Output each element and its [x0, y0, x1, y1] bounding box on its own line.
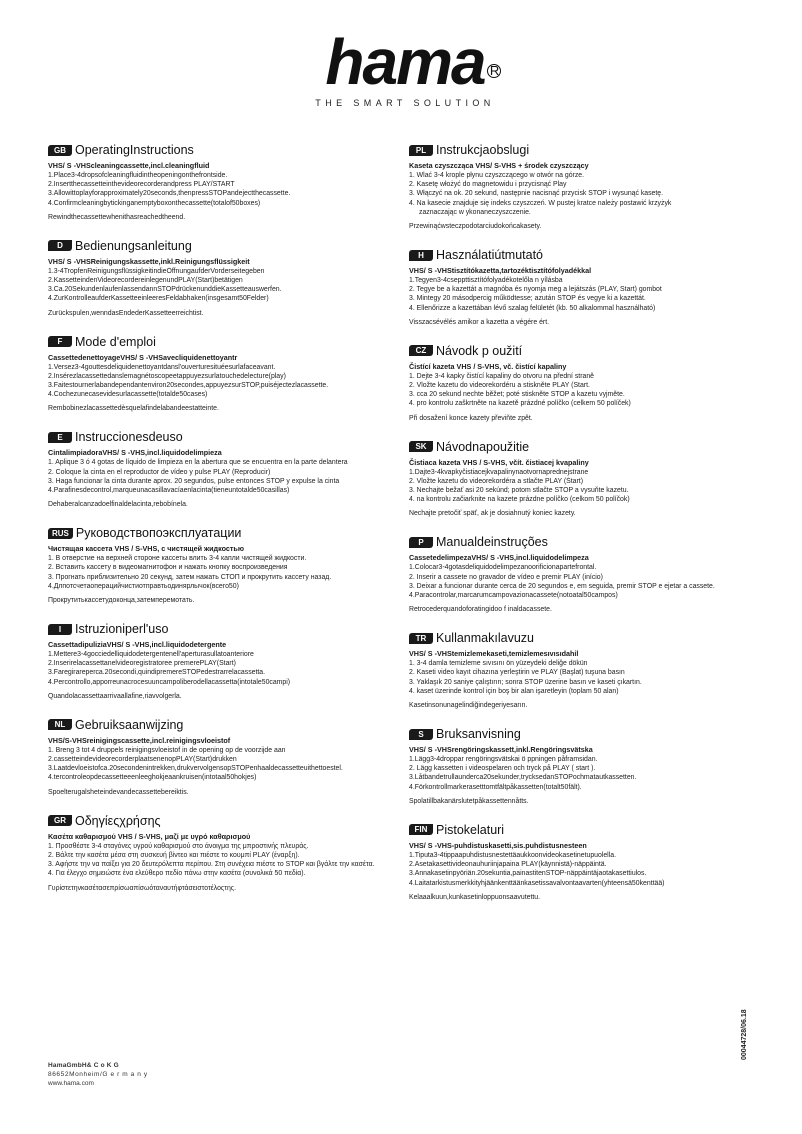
instruction-step: 2.Inserirelacassettanelvideoregistratoree premerePLAY(Start) [48, 660, 236, 668]
section-title: Návodk p oužití [436, 343, 523, 358]
footer-website: www.hama.com [48, 1080, 94, 1087]
instruction-steps [409, 851, 759, 888]
section-title: Bedienungsanleitung [75, 238, 192, 253]
instruction-steps [409, 276, 759, 313]
instruction-step: 2. Tegye be a kazettát a magnóba és nyomja meg a lejátszás (PLAY, Start) gombot [409, 286, 662, 294]
instruction-step: 1.Tiputa3-4tippaapuhdistusnestettäaukkoonvideokasetinetupuolella. [409, 851, 616, 859]
instruction-steps [409, 755, 759, 792]
language-badge: D [48, 240, 72, 251]
instruction-step: 2. Coloque la cinta en el reproductor de vídeo y pulse PLAY (Reproducir) [48, 468, 271, 476]
logo-tagline: THE SMART SOLUTION [315, 98, 495, 108]
section-title: Οδηγίεςχρήσης [75, 813, 161, 828]
instruction-step: 3.Låtbandetrullaunderca20sekunder,trycksedanSTOPochmatautkassetten. [409, 774, 637, 782]
instruction-step: 2. Βάλτε την κασέτα μέσα στη συσκευή βίντεο και πιέστε το κουμπί PLAY (έναρξη). [48, 851, 300, 859]
section-subtitle: CassetedelimpezaVHS/ S -VHS,incl.liquidodelimpeza [409, 553, 589, 563]
instruction-step: 4. pro kontrolu zaškrtněte na kazetě prázdné políčko (celkem 50 políček) [409, 400, 631, 408]
instruction-steps [48, 363, 398, 400]
section-note: Zurückspulen,wenndasEndederKassetteerreichtist. [48, 309, 204, 317]
instruction-step: 3.Laatdevloeistofca.20secondenintrekken,drukvervolgensopSTOPenhaaldecassetteuithettoestel. [48, 765, 343, 773]
logo-wordmark: hama R [325, 30, 484, 94]
language-badge: I [48, 624, 72, 635]
section-note: Dehaberalcanzadoelfinaldelacinta,rebobínela. [48, 501, 188, 509]
section-heading [409, 726, 759, 742]
section-title: Gebruiksaanwijzing [75, 717, 184, 732]
language-section [48, 813, 398, 893]
instruction-step: 1. Wlać 3-4 krople płynu czyszczącego w otwór na górze. [409, 172, 585, 179]
section-heading [48, 429, 398, 445]
instruction-step: zaznaczając w ykonaneczyszczenie. [419, 208, 531, 216]
section-subtitle: VHS/ S -VHSrengöringskassett,inkl.Rengöringsvätska [409, 745, 593, 755]
section-title: Bruksanvisning [436, 727, 521, 742]
instruction-step: 2. Vložte kazetu do videorekordéru a stiskněte PLAY (Start. [409, 382, 590, 390]
language-badge: CZ [409, 345, 433, 356]
section-subtitle: VHS/ S -VHS-puhdistuskasetti,sis.puhdistusnesteen [409, 840, 587, 850]
instruction-steps [48, 458, 398, 495]
language-section [409, 343, 759, 423]
instruction-step: 1. Breng 3 tot 4 druppels reinigingsvloeistof in de opening op de voorzijde aan [48, 746, 286, 754]
instruction-step: 4.Parafinesdecontrol,marqueunacasillavacíaenlacinta(tieneuntotalde50casillas) [48, 487, 290, 495]
language-section [48, 621, 398, 701]
language-badge: TR [409, 633, 433, 644]
language-section [48, 334, 398, 414]
section-subtitle: Kaseta czyszcząca VHS/ S-VHS + środek czyszczący [409, 161, 589, 170]
section-note: Visszacsévélés amikor a kazetta a végére ért. [409, 318, 550, 326]
section-heading [409, 142, 759, 158]
section-title: Mode d'emploi [75, 334, 156, 349]
document-number: 00044728/06.18 [741, 1009, 748, 1060]
section-subtitle: VHS/ S -VHStemizlemekaseti,temizlemesıvısıdahil [409, 649, 579, 659]
language-section [409, 726, 759, 806]
section-subtitle: Κασέτα καθαρισμού VHS / S-VHS, μαζί με υγρό καθαρισμού [48, 831, 251, 841]
language-badge: F [48, 336, 72, 347]
section-title: Manualdeinstruções [436, 535, 548, 550]
instruction-step: 1.Mettere3-4gocciedelliquidodetergentenell'aperturasullatoanteriore [48, 651, 254, 659]
section-heading [48, 334, 398, 350]
section-note: Quandolacassettaarrivaallafine,riavvolgerla. [48, 692, 182, 700]
section-heading [48, 525, 398, 541]
instruction-steps [48, 171, 398, 208]
instruction-step: 3.Annakasetinpyöriän.20sekuntia,painastitenSTOP-näppäintäjaotakasettiulos. [409, 870, 647, 878]
section-subtitle: Чистящая кассета VHS / S-VHS, с чистящей жидкостью [48, 544, 244, 554]
instruction-step: 4.ZurKontrolleaufderKassetteeinleeresFeldabhaken(insgesamt50Felder) [48, 295, 269, 303]
instruction-step: 2. Inserir a cassete no gravador de vídeo e premir PLAY (início) [409, 573, 603, 581]
section-subtitle: CintalimpiadoraVHS/ S -VHS,incl.liquidodelimpieza [48, 448, 222, 458]
instruction-steps [409, 372, 759, 409]
instruction-step: 1. Προσθέστε 3-4 σταγόνες υγρού καθαρισμού στο άνοιγμα της μπροστινής πλευράς. [48, 842, 309, 850]
language-badge: NL [48, 719, 72, 730]
section-note: Při dosažení konce kazety převiňte zpět. [409, 414, 533, 422]
section-heading [48, 142, 398, 158]
section-heading [409, 343, 759, 359]
language-badge: RUS [48, 528, 73, 539]
section-note: Spolatillbakanärslutetpåkassettennåtts. [409, 797, 529, 805]
instruction-steps [409, 171, 759, 217]
language-section [48, 142, 398, 222]
instruction-step: 4. Na kasecie znajduje się indeks czyszczeń. W pustej kratce należy postawić krzyżyk [409, 199, 672, 207]
instruction-step: 2. Kaseti video kayıt cihazına yerleştirin ve PLAY (Başlat) tuşuna basın [409, 669, 625, 677]
language-badge: GB [48, 145, 72, 156]
section-note: Прокрутитькассетудоконца,затемперемотать. [48, 597, 195, 605]
section-subtitle: Čistící kazeta VHS / S-VHS, vč. čistící kapaliny [409, 361, 567, 371]
section-title: Kullanmakılavuzu [436, 631, 534, 646]
language-badge: PL [409, 145, 433, 156]
language-badge: P [409, 537, 433, 548]
instruction-step: 1. Aplique 3 ó 4 gotas de líquido de limpieza en la abertura que se encuentra en la parte delantera [48, 459, 348, 467]
section-subtitle: CassettadipuliziaVHS/ S -VHS,incl.liquidodetergente [48, 640, 227, 650]
instruction-step: 2.KassetteindenVideorecordereinlegenundPLAY(Start)betätigen [48, 277, 243, 285]
section-title: Pistokelaturi [436, 822, 505, 837]
section-subtitle: Čistiaca kazeta VHS / S-VHS, včít. čistiacej kvapaliny [409, 457, 589, 467]
instruction-step: 2. Lägg kassetten i videospelaren och tryck på PLAY ( start ). [409, 765, 596, 773]
instruction-step: 1.3-4TropfenReinigungsflüssigkeitindieÖffnungaufderVorderseitegeben [48, 267, 265, 275]
instruction-step: 3.Faitestournerlabandependantenviron20secondes,appuyezsurSTOP,puiséjectezlacassette. [48, 382, 329, 390]
section-note: Rembobinezlacassettedèsquelafindelabandeestatteinte. [48, 405, 219, 413]
instruction-step: 3. Yaklaşık 20 saniye çalıştırın; sonra STOP üzerine basın ve kaseti çıkartın. [409, 678, 642, 686]
language-badge: S [409, 729, 433, 740]
instruction-step: 2.Asetakasettivideonauhuriinjapaina PLAY(käynnistä)-näppäintä. [409, 861, 607, 869]
section-note: Γυρίστετηνκασέτασεπρίσωαπίσωόταναυτήφτάσειστοτέλοςτης. [48, 884, 237, 892]
instruction-steps [48, 650, 398, 687]
instruction-step: 3. cca 20 sekund nechte běžet; poté stiskněte STOP a kazetu vyjměte. [409, 391, 625, 399]
language-section [48, 525, 398, 605]
section-note: Nechajte pretočiť späť, ak je dosiahnutý koniec kazety. [409, 510, 576, 518]
section-heading [409, 439, 759, 455]
section-heading [48, 238, 398, 254]
language-badge: SK [409, 441, 433, 452]
section-heading [409, 822, 759, 838]
instruction-step: 2. Vložte kazetu do videorekordéra a stlačte PLAY (Štart) [409, 477, 584, 485]
language-section [409, 822, 759, 902]
instruction-step: 1.Dajte3-4kvapkyčistiacejkvapalinynaotvornaprednejstrane [409, 468, 589, 476]
instruction-step: 3. Mintegy 20 másodpercig működtesse; azután STOP és vegye ki a kazettát. [409, 295, 646, 303]
language-section [48, 429, 398, 509]
instruction-step: 4.Cochezunecasevidesurlacassette(totalde50cases) [48, 391, 208, 399]
instruction-step: 1.Tegyen3-4cseppttisztítófolyadékotelőla n yílásba [409, 277, 563, 285]
language-section [409, 247, 759, 327]
section-heading [409, 247, 759, 263]
instruction-step: 3. Deixar a funcionar durante cerca de 20 segundos e, em seguida, premir STOP e ejetar a cassete. [409, 582, 715, 590]
instruction-step: 1. В отверстие на верхней стороне кассеты влить 3-4 капли чистящей жидкости. [48, 555, 307, 563]
section-note: Kelaaalkuun,kunkasetinloppuonsaavutettu. [409, 893, 541, 901]
section-note: Kasetinsonunagelindiğindegeriyesarın. [409, 702, 528, 710]
instruction-step: 3. Włączyć na ok. 20 sekund, następnie nacisnąć przycisk STOP i wysunąć kasetę. [409, 190, 664, 198]
instruction-step: 4. kaset üzerinde kontrol için boş bir alan işaretleyin (toplam 50 alan) [409, 687, 619, 695]
section-heading [48, 621, 398, 637]
instruction-steps [409, 468, 759, 505]
instruction-steps [48, 554, 398, 591]
section-subtitle: VHS/ S -VHScleaningcassette,incl.cleaningfluid [48, 161, 210, 170]
section-title: Instrukcjaobslugi [436, 143, 530, 157]
section-subtitle: VHS/ S -VHSReinigungskassette,inkl.Reinigungsflüssigkeit [48, 256, 250, 266]
section-title: Istruzioniperl'uso [75, 622, 169, 637]
language-badge: H [409, 250, 433, 261]
language-section [48, 717, 398, 797]
instruction-step: 1. Dejte 3-4 kapky čistící kapaliny do otvoru na přední straně [409, 372, 594, 380]
instruction-step: 4.Confirmcleaningbytickinganemptyboxonthecassette(totalof50boxes) [48, 199, 261, 207]
instruction-step: 4.Paracontrolar,marcarumcampovazionacassete(notoatal50campos) [409, 592, 618, 600]
section-title: Instruccionesdeuso [75, 430, 183, 445]
section-note: Rewindthecassettewhenithasreachedtheend. [48, 213, 186, 221]
instruction-step: 1.Lägg3-4droppar rengöringsvätskai ö ppningen påframsidan. [409, 756, 598, 764]
instruction-step: 2.Insérezlacassettedanslemagnétoscopeetappuyezsurlatouchedelecture(play) [48, 372, 286, 380]
instruction-steps [409, 563, 759, 600]
section-title: Használatiútmutató [436, 248, 544, 263]
left-column [48, 142, 398, 909]
section-note: Przewinąćwsteczpodotarciudokońcakasety. [409, 223, 542, 231]
language-badge: GR [48, 815, 72, 826]
section-heading [409, 630, 759, 646]
footer-address [48, 1061, 148, 1088]
instruction-step: 1. 3-4 damla temizleme sıvısını ön yüzeydeki deliğe dökün [409, 660, 588, 668]
section-heading [48, 813, 398, 829]
instruction-steps [48, 842, 398, 879]
instruction-step: 4.Förkontrollmarkerasetttomtfältpåkassetten(totalt50fält). [409, 783, 582, 791]
instruction-step: 3. Haga funcionar la cinta durante aprox. 20 segundos, pulse entonces STOP y expulse la cinta [48, 477, 340, 485]
instruction-step: 4. na kontrolu začiarknite na kazete prázdne políčko (celkom 50 políčok) [409, 496, 630, 504]
instruction-steps [409, 659, 759, 696]
instruction-step: 4. Για έλεγχο σημειώστε ένα ελεύθερο πεδίο πάνω στην κασέτα (συνολικά 50 πεδία). [48, 870, 306, 878]
instruction-step: 2. Kasetę włożyć do magnetowidu i przycisnąć Play [409, 181, 567, 189]
language-section [48, 238, 398, 318]
instruction-step: 2. Вставить кассету в видеомагнитофон и нажать кнопку воспроизведения [48, 564, 288, 572]
footer-company: HamaGmbH& C o K G [48, 1062, 119, 1069]
instruction-step: 2.cassetteindevideorecorderplaatsenenopPLAY(Start)drukken [48, 756, 237, 764]
instruction-step: 3. Nechajte bežať asi 20 sekúnd; potom stlačte STOP a vysuňte kazetu. [409, 487, 629, 495]
language-section [409, 439, 759, 519]
instruction-step: 2.Insertthecassetteinthevideorecorderandpress PLAY/START [48, 181, 235, 189]
instruction-step: 4.Laitatarkistusmerkkityhjäänkenttäänkasetissavalvontaavarten(yhteensä50kenttää) [409, 879, 665, 887]
instruction-step: 1.Versez3-4gouttesdeliquidenettoyantdansl'ouverturesituéesurlafaceavant. [48, 363, 276, 371]
instruction-step: 1.Place3-4dropsofcleaningfluidintheopeningonthefrontside. [48, 172, 228, 179]
section-subtitle: CassettedenettoyageVHS/ S -VHSavecliquidenettoyantr [48, 352, 238, 362]
instruction-step: 3.Ca.20SekundenlaufenlassendannSTOPdrückenunddieKassetteauswerfen. [48, 286, 282, 294]
section-note: Retrocederquandoforatingidoo f inaldacassete. [409, 606, 552, 614]
language-section [409, 534, 759, 614]
instruction-step: 1.Colocar3-4gotasdeliquidodelimpezanoorificionapartefrontal. [409, 564, 597, 572]
section-title: OperatingInstructions [75, 143, 194, 157]
instruction-steps [48, 746, 398, 783]
section-title: Руководствопоэксплуатации [75, 526, 242, 541]
right-column [409, 142, 759, 918]
instruction-step: 4.tercontroleopdecassetteeenleeghokjeaankruisen(intotaal50hokjes) [48, 774, 257, 782]
instruction-step: 4.Длпотсчетаоперацийчистиотправтьодинярлычок(всего50) [48, 582, 239, 590]
language-section [409, 142, 759, 231]
section-heading [48, 717, 398, 733]
section-subtitle: VHS/S-VHSreinigingscassette,incl.reinigingsvloeistof [48, 735, 231, 745]
instruction-step: 3. Прогнать приблизительно 20 секунд, затем нажать СТОП и прокрутить кассету назад. [48, 573, 332, 581]
section-heading [409, 534, 759, 550]
section-subtitle: VHS/ S -VHStisztítókazetta,tartozéktisztítófolyadékkal [409, 266, 592, 276]
instruction-step: 4.Percontrollo,apporreunacrocesuuncampoliberodellacassetta(intotale50campi) [48, 678, 291, 686]
instruction-steps [48, 267, 398, 304]
registered-mark-icon: R [487, 64, 501, 78]
instruction-step: 3.Faregirareperca.20secondi,quindipremereSTOPedestrarrelacassetta. [48, 669, 266, 677]
instruction-step: 3. Αφήστε την να παίξει για 20 δευτερόλεπτα περίπου. Στη συνέχεια πιέστε το STOP και βγάλτε την κασέτα. [48, 861, 375, 869]
section-note: Spoelterugalsheteindevandecassettebereiktis. [48, 788, 189, 796]
footer-address-line: 86652Monheim/G e r m a n y [48, 1071, 148, 1078]
instruction-step: 3.Allowittoplayforapproximately20seconds,thenpressSTOPandejectthecassette. [48, 190, 291, 198]
language-section [409, 630, 759, 710]
hama-logo [300, 26, 510, 108]
language-badge: E [48, 432, 72, 443]
instruction-step: 4. Ellenőrizze a kazettában lévő szalag felületét (kb. 50 alkalommal használható) [409, 304, 656, 312]
section-title: Návodnapoužitie [436, 439, 530, 454]
language-badge: FIN [409, 824, 433, 835]
